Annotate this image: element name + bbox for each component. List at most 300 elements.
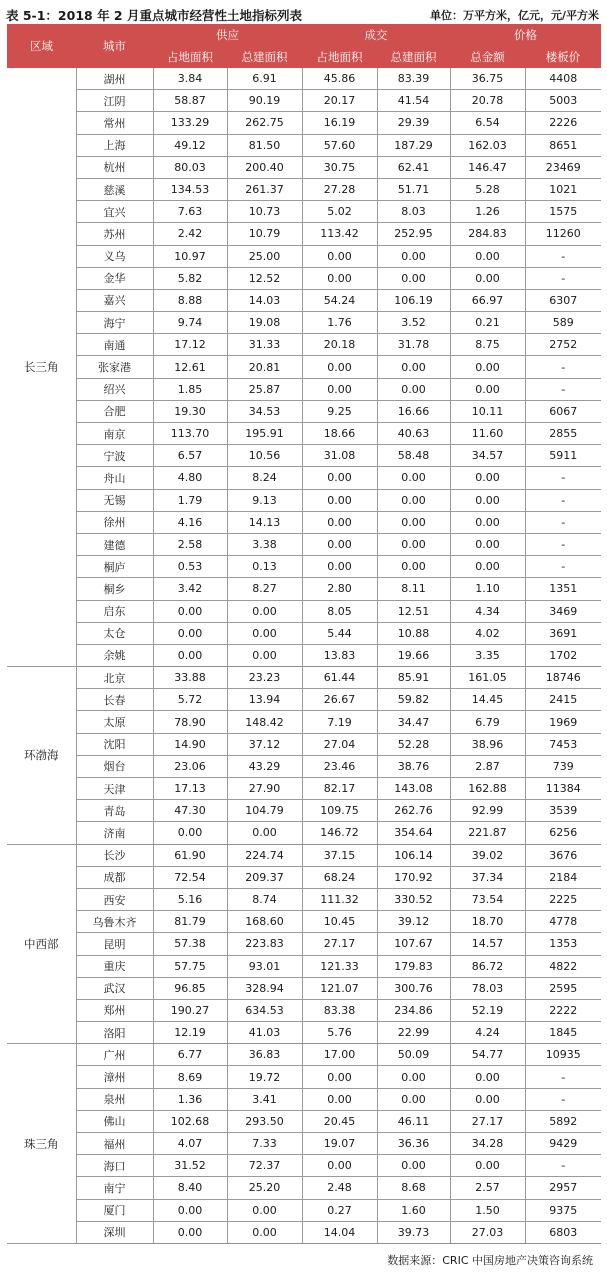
deal-land-area-cell: 0.00 [302, 245, 377, 267]
deal-land-area-cell: 27.17 [302, 933, 377, 955]
floor-price-cell: 3691 [525, 622, 601, 644]
deal-gfa-cell: 51.71 [377, 178, 450, 200]
table-body [7, 68, 601, 1243]
city-cell: 济南 [76, 822, 153, 844]
city-cell: 常州 [76, 112, 153, 134]
table-row [7, 1133, 601, 1155]
total-amount-cell: 0.00 [450, 489, 525, 511]
table-row [7, 378, 601, 400]
deal-gfa-cell: 252.95 [377, 223, 450, 245]
city-cell: 杭州 [76, 156, 153, 178]
deal-gfa-cell: 0.00 [377, 267, 450, 289]
total-amount-cell: 0.00 [450, 533, 525, 555]
supply-gfa-cell: 200.40 [227, 156, 302, 178]
deal-land-area-cell: 7.19 [302, 711, 377, 733]
deal-land-area-cell: 5.02 [302, 201, 377, 223]
region-cell: 环渤海 [7, 667, 76, 845]
floor-price-cell: - [525, 1066, 601, 1088]
city-cell: 西安 [76, 888, 153, 910]
city-cell: 青岛 [76, 800, 153, 822]
supply-gfa-cell: 20.81 [227, 356, 302, 378]
deal-land-area-cell: 121.33 [302, 955, 377, 977]
deal-gfa-cell: 0.00 [377, 467, 450, 489]
supply-land-area-cell: 113.70 [153, 423, 227, 445]
supply-gfa-cell: 7.33 [227, 1133, 302, 1155]
total-amount-cell: 92.99 [450, 800, 525, 822]
deal-land-area-cell: 9.25 [302, 400, 377, 422]
table-row [7, 245, 601, 267]
city-cell: 福州 [76, 1133, 153, 1155]
floor-price-cell: 7453 [525, 733, 601, 755]
supply-gfa-cell: 19.72 [227, 1066, 302, 1088]
total-amount-cell: 52.19 [450, 999, 525, 1021]
table-header [7, 24, 601, 68]
city-cell: 太仓 [76, 622, 153, 644]
deal-gfa-cell: 46.11 [377, 1110, 450, 1132]
supply-land-area-cell: 1.79 [153, 489, 227, 511]
supply-land-area-cell: 1.36 [153, 1088, 227, 1110]
table-row [7, 1110, 601, 1132]
supply-gfa-cell: 93.01 [227, 955, 302, 977]
table-row [7, 178, 601, 200]
deal-land-area-cell: 30.75 [302, 156, 377, 178]
table-row [7, 467, 601, 489]
deal-gfa-cell: 170.92 [377, 866, 450, 888]
supply-land-area-cell: 49.12 [153, 134, 227, 156]
deal-land-area-cell: 0.00 [302, 533, 377, 555]
total-amount-cell: 2.57 [450, 1177, 525, 1199]
supply-land-area-cell: 3.84 [153, 68, 227, 90]
header-deal-gfa: 总建面积 [377, 46, 450, 68]
floor-price-cell: - [525, 533, 601, 555]
total-amount-cell: 36.75 [450, 68, 525, 90]
header-supply-gfa: 总建面积 [227, 46, 302, 68]
floor-price-cell: 2415 [525, 689, 601, 711]
total-amount-cell: 6.79 [450, 711, 525, 733]
total-amount-cell: 0.00 [450, 1066, 525, 1088]
city-cell: 海口 [76, 1155, 153, 1177]
supply-land-area-cell: 8.69 [153, 1066, 227, 1088]
city-cell: 余姚 [76, 644, 153, 666]
floor-price-cell: 2184 [525, 866, 601, 888]
deal-gfa-cell: 39.73 [377, 1221, 450, 1243]
deal-land-area-cell: 113.42 [302, 223, 377, 245]
table-row [7, 778, 601, 800]
table-row [7, 689, 601, 711]
total-amount-cell: 14.45 [450, 689, 525, 711]
floor-price-cell: 8651 [525, 134, 601, 156]
city-cell: 启东 [76, 600, 153, 622]
deal-gfa-cell: 0.00 [377, 1066, 450, 1088]
supply-land-area-cell: 0.00 [153, 822, 227, 844]
deal-gfa-cell: 8.68 [377, 1177, 450, 1199]
table-row [7, 556, 601, 578]
total-amount-cell: 11.60 [450, 423, 525, 445]
deal-land-area-cell: 20.18 [302, 334, 377, 356]
deal-gfa-cell: 12.51 [377, 600, 450, 622]
deal-gfa-cell: 107.67 [377, 933, 450, 955]
table-row [7, 955, 601, 977]
floor-price-cell: 4822 [525, 955, 601, 977]
total-amount-cell: 14.57 [450, 933, 525, 955]
deal-land-area-cell: 5.44 [302, 622, 377, 644]
supply-land-area-cell: 58.87 [153, 90, 227, 112]
city-cell: 桐乡 [76, 578, 153, 600]
deal-land-area-cell: 26.67 [302, 689, 377, 711]
city-cell: 沈阳 [76, 733, 153, 755]
supply-land-area-cell: 7.63 [153, 201, 227, 223]
supply-land-area-cell: 0.00 [153, 644, 227, 666]
table-row [7, 289, 601, 311]
deal-land-area-cell: 14.04 [302, 1221, 377, 1243]
supply-gfa-cell: 14.13 [227, 511, 302, 533]
supply-gfa-cell: 41.03 [227, 1022, 302, 1044]
deal-gfa-cell: 354.64 [377, 822, 450, 844]
supply-land-area-cell: 0.00 [153, 1221, 227, 1243]
supply-gfa-cell: 262.75 [227, 112, 302, 134]
deal-land-area-cell: 0.00 [302, 511, 377, 533]
supply-land-area-cell: 4.80 [153, 467, 227, 489]
floor-price-cell: 5911 [525, 445, 601, 467]
supply-land-area-cell: 6.57 [153, 445, 227, 467]
total-amount-cell: 221.87 [450, 822, 525, 844]
header-region: 区域 [7, 24, 76, 68]
city-cell: 天津 [76, 778, 153, 800]
deal-gfa-cell: 187.29 [377, 134, 450, 156]
supply-gfa-cell: 0.00 [227, 1199, 302, 1221]
deal-gfa-cell: 3.52 [377, 312, 450, 334]
table-row [7, 1022, 601, 1044]
supply-gfa-cell: 10.79 [227, 223, 302, 245]
deal-land-area-cell: 0.00 [302, 1066, 377, 1088]
supply-gfa-cell: 0.00 [227, 1221, 302, 1243]
supply-gfa-cell: 209.37 [227, 866, 302, 888]
supply-land-area-cell: 57.38 [153, 933, 227, 955]
supply-gfa-cell: 14.03 [227, 289, 302, 311]
supply-gfa-cell: 31.33 [227, 334, 302, 356]
supply-gfa-cell: 0.13 [227, 556, 302, 578]
total-amount-cell: 20.78 [450, 90, 525, 112]
floor-price-cell: - [525, 489, 601, 511]
total-amount-cell: 10.11 [450, 400, 525, 422]
city-cell: 海宁 [76, 312, 153, 334]
supply-land-area-cell: 80.03 [153, 156, 227, 178]
table-row [7, 334, 601, 356]
total-amount-cell: 8.75 [450, 334, 525, 356]
table-row [7, 822, 601, 844]
table-row [7, 1155, 601, 1177]
city-cell: 昆明 [76, 933, 153, 955]
table-row [7, 600, 601, 622]
city-cell: 舟山 [76, 467, 153, 489]
floor-price-cell: 2957 [525, 1177, 601, 1199]
total-amount-cell: 0.00 [450, 556, 525, 578]
total-amount-cell: 4.24 [450, 1022, 525, 1044]
supply-gfa-cell: 224.74 [227, 844, 302, 866]
supply-gfa-cell: 9.13 [227, 489, 302, 511]
deal-land-area-cell: 18.66 [302, 423, 377, 445]
supply-land-area-cell: 96.85 [153, 977, 227, 999]
supply-land-area-cell: 102.68 [153, 1110, 227, 1132]
floor-price-cell: 1702 [525, 644, 601, 666]
deal-gfa-cell: 0.00 [377, 245, 450, 267]
floor-price-cell: 6256 [525, 822, 601, 844]
deal-gfa-cell: 262.76 [377, 800, 450, 822]
total-amount-cell: 162.03 [450, 134, 525, 156]
city-cell: 佛山 [76, 1110, 153, 1132]
floor-price-cell: 9375 [525, 1199, 601, 1221]
deal-land-area-cell: 31.08 [302, 445, 377, 467]
deal-land-area-cell: 17.00 [302, 1044, 377, 1066]
floor-price-cell: - [525, 378, 601, 400]
deal-land-area-cell: 57.60 [302, 134, 377, 156]
floor-price-cell: 5892 [525, 1110, 601, 1132]
floor-price-cell: 3469 [525, 600, 601, 622]
table-row [7, 755, 601, 777]
region-cell: 长三角 [7, 68, 76, 667]
supply-gfa-cell: 328.94 [227, 977, 302, 999]
supply-land-area-cell: 8.88 [153, 289, 227, 311]
city-cell: 厦门 [76, 1199, 153, 1221]
table-row [7, 622, 601, 644]
deal-gfa-cell: 41.54 [377, 90, 450, 112]
supply-land-area-cell: 61.90 [153, 844, 227, 866]
floor-price-cell: 6067 [525, 400, 601, 422]
table-row [7, 866, 601, 888]
deal-land-area-cell: 27.28 [302, 178, 377, 200]
total-amount-cell: 1.26 [450, 201, 525, 223]
city-cell: 无锡 [76, 489, 153, 511]
deal-gfa-cell: 0.00 [377, 378, 450, 400]
deal-land-area-cell: 2.80 [302, 578, 377, 600]
total-amount-cell: 0.00 [450, 356, 525, 378]
city-cell: 慈溪 [76, 178, 153, 200]
supply-land-area-cell: 0.00 [153, 600, 227, 622]
deal-gfa-cell: 0.00 [377, 489, 450, 511]
city-cell: 宜兴 [76, 201, 153, 223]
deal-gfa-cell: 83.39 [377, 68, 450, 90]
deal-land-area-cell: 0.00 [302, 356, 377, 378]
deal-gfa-cell: 234.86 [377, 999, 450, 1021]
supply-gfa-cell: 25.87 [227, 378, 302, 400]
deal-gfa-cell: 10.88 [377, 622, 450, 644]
city-cell: 北京 [76, 667, 153, 689]
deal-gfa-cell: 0.00 [377, 1155, 450, 1177]
deal-land-area-cell: 0.00 [302, 1088, 377, 1110]
city-cell: 长春 [76, 689, 153, 711]
city-cell: 郑州 [76, 999, 153, 1021]
deal-gfa-cell: 330.52 [377, 888, 450, 910]
deal-gfa-cell: 31.78 [377, 334, 450, 356]
total-amount-cell: 0.00 [450, 1155, 525, 1177]
city-cell: 武汉 [76, 977, 153, 999]
supply-gfa-cell: 6.91 [227, 68, 302, 90]
city-cell: 乌鲁木齐 [76, 911, 153, 933]
total-amount-cell: 0.00 [450, 1088, 525, 1110]
supply-gfa-cell: 8.24 [227, 467, 302, 489]
supply-land-area-cell: 5.82 [153, 267, 227, 289]
floor-price-cell: 2226 [525, 112, 601, 134]
floor-price-cell: 18746 [525, 667, 601, 689]
supply-gfa-cell: 148.42 [227, 711, 302, 733]
city-cell: 长沙 [76, 844, 153, 866]
deal-land-area-cell: 83.38 [302, 999, 377, 1021]
total-amount-cell: 162.88 [450, 778, 525, 800]
deal-gfa-cell: 22.99 [377, 1022, 450, 1044]
floor-price-cell: 2595 [525, 977, 601, 999]
deal-gfa-cell: 40.63 [377, 423, 450, 445]
supply-gfa-cell: 3.41 [227, 1088, 302, 1110]
table-row [7, 1177, 601, 1199]
title-bar [6, 4, 601, 24]
floor-price-cell: 2222 [525, 999, 601, 1021]
floor-price-cell: 2855 [525, 423, 601, 445]
total-amount-cell: 86.72 [450, 955, 525, 977]
city-cell: 南宁 [76, 1177, 153, 1199]
city-cell: 金华 [76, 267, 153, 289]
city-cell: 湖州 [76, 68, 153, 90]
supply-gfa-cell: 10.56 [227, 445, 302, 467]
deal-land-area-cell: 0.00 [302, 467, 377, 489]
total-amount-cell: 0.00 [450, 511, 525, 533]
table-row [7, 800, 601, 822]
table-row [7, 356, 601, 378]
city-cell: 江阴 [76, 90, 153, 112]
supply-gfa-cell: 25.00 [227, 245, 302, 267]
floor-price-cell: 2752 [525, 334, 601, 356]
deal-gfa-cell: 29.39 [377, 112, 450, 134]
deal-land-area-cell: 45.86 [302, 68, 377, 90]
table-row [7, 733, 601, 755]
table-row [7, 911, 601, 933]
city-cell: 太原 [76, 711, 153, 733]
table-row [7, 888, 601, 910]
header-total-amount: 总金额 [450, 46, 525, 68]
floor-price-cell: 2225 [525, 888, 601, 910]
deal-land-area-cell: 0.00 [302, 378, 377, 400]
supply-gfa-cell: 25.20 [227, 1177, 302, 1199]
supply-gfa-cell: 23.23 [227, 667, 302, 689]
total-amount-cell: 78.03 [450, 977, 525, 999]
floor-price-cell: 4778 [525, 911, 601, 933]
deal-land-area-cell: 19.07 [302, 1133, 377, 1155]
deal-gfa-cell: 0.00 [377, 556, 450, 578]
city-cell: 苏州 [76, 223, 153, 245]
total-amount-cell: 146.47 [450, 156, 525, 178]
total-amount-cell: 38.96 [450, 733, 525, 755]
deal-gfa-cell: 0.00 [377, 1088, 450, 1110]
supply-gfa-cell: 90.19 [227, 90, 302, 112]
city-cell: 南通 [76, 334, 153, 356]
supply-land-area-cell: 0.00 [153, 1199, 227, 1221]
supply-gfa-cell: 223.83 [227, 933, 302, 955]
floor-price-cell: 23469 [525, 156, 601, 178]
floor-price-cell: 739 [525, 755, 601, 777]
city-cell: 深圳 [76, 1221, 153, 1243]
table-row [7, 1044, 601, 1066]
deal-gfa-cell: 106.19 [377, 289, 450, 311]
deal-gfa-cell: 58.48 [377, 445, 450, 467]
deal-gfa-cell: 8.03 [377, 201, 450, 223]
table-row [7, 223, 601, 245]
floor-price-cell: - [525, 356, 601, 378]
deal-gfa-cell: 39.12 [377, 911, 450, 933]
supply-gfa-cell: 8.27 [227, 578, 302, 600]
city-cell: 成都 [76, 866, 153, 888]
supply-land-area-cell: 1.85 [153, 378, 227, 400]
total-amount-cell: 0.00 [450, 245, 525, 267]
supply-land-area-cell: 78.90 [153, 711, 227, 733]
deal-gfa-cell: 62.41 [377, 156, 450, 178]
floor-price-cell: 589 [525, 312, 601, 334]
floor-price-cell: 4408 [525, 68, 601, 90]
city-cell: 桐庐 [76, 556, 153, 578]
table-row [7, 423, 601, 445]
table-row [7, 489, 601, 511]
floor-price-cell: - [525, 245, 601, 267]
floor-price-cell: - [525, 511, 601, 533]
table-row [7, 267, 601, 289]
floor-price-cell: 11260 [525, 223, 601, 245]
deal-gfa-cell: 85.91 [377, 667, 450, 689]
header-supply: 供应 [153, 24, 302, 46]
total-amount-cell: 66.97 [450, 289, 525, 311]
supply-gfa-cell: 19.08 [227, 312, 302, 334]
city-cell: 泉州 [76, 1088, 153, 1110]
deal-land-area-cell: 54.24 [302, 289, 377, 311]
table-row [7, 312, 601, 334]
deal-gfa-cell: 300.76 [377, 977, 450, 999]
deal-land-area-cell: 37.15 [302, 844, 377, 866]
table-row [7, 644, 601, 666]
total-amount-cell: 284.83 [450, 223, 525, 245]
deal-land-area-cell: 2.48 [302, 1177, 377, 1199]
deal-gfa-cell: 0.00 [377, 533, 450, 555]
floor-price-cell: - [525, 1155, 601, 1177]
supply-land-area-cell: 31.52 [153, 1155, 227, 1177]
total-amount-cell: 1.50 [450, 1199, 525, 1221]
region-cell: 中西部 [7, 844, 76, 1044]
supply-land-area-cell: 47.30 [153, 800, 227, 822]
total-amount-cell: 73.54 [450, 888, 525, 910]
supply-land-area-cell: 33.88 [153, 667, 227, 689]
table-row [7, 933, 601, 955]
supply-gfa-cell: 72.37 [227, 1155, 302, 1177]
supply-gfa-cell: 12.52 [227, 267, 302, 289]
header-price: 价格 [450, 24, 601, 46]
total-amount-cell: 39.02 [450, 844, 525, 866]
city-cell: 嘉兴 [76, 289, 153, 311]
supply-gfa-cell: 0.00 [227, 600, 302, 622]
total-amount-cell: 0.00 [450, 378, 525, 400]
table-row [7, 1066, 601, 1088]
table-row [7, 68, 601, 90]
floor-price-cell: 1845 [525, 1022, 601, 1044]
supply-gfa-cell: 0.00 [227, 644, 302, 666]
deal-land-area-cell: 20.17 [302, 90, 377, 112]
city-cell: 义乌 [76, 245, 153, 267]
table-row [7, 999, 601, 1021]
table-row [7, 112, 601, 134]
total-amount-cell: 18.70 [450, 911, 525, 933]
table-title: 表 5-1：2018 年 2 月重点城市经营性土地指标列表 [6, 8, 302, 23]
header-deal-land-area: 占地面积 [302, 46, 377, 68]
deal-land-area-cell: 121.07 [302, 977, 377, 999]
total-amount-cell: 4.02 [450, 622, 525, 644]
table-row [7, 156, 601, 178]
table-row [7, 201, 601, 223]
deal-land-area-cell: 0.00 [302, 267, 377, 289]
